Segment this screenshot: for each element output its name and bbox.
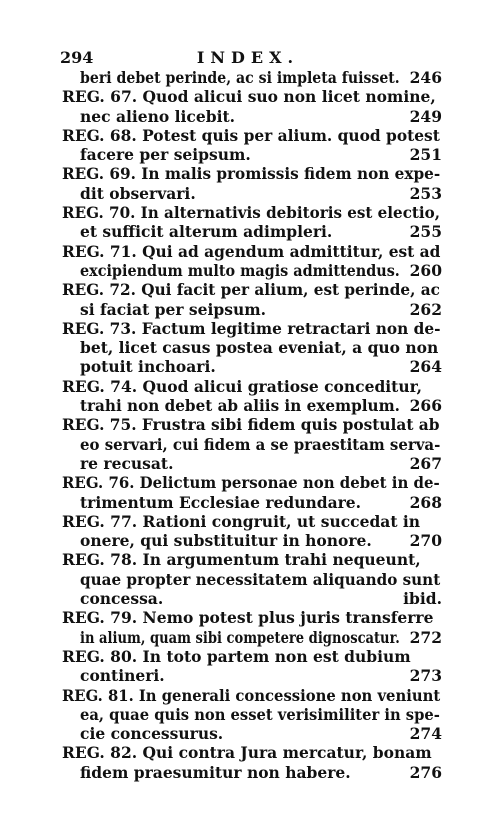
entry-text: trimentum Ecclesiae redundare. <box>80 492 362 512</box>
index-entry <box>62 280 440 319</box>
entry-page-number: 274 <box>409 724 442 744</box>
index-entry <box>62 608 440 647</box>
entry-text: fidem praesumitur non habere. <box>80 762 351 782</box>
entry-line <box>62 377 440 396</box>
entry-line <box>62 415 440 434</box>
entry-text: potuit inchoari. <box>80 357 216 377</box>
entry-page-number: 272 <box>409 627 442 647</box>
entry-page-number: 249 <box>409 106 442 126</box>
entry-text: REG. 70. In alternativis debitoris est electio, <box>62 203 441 223</box>
index-entry <box>62 126 440 165</box>
entry-text: REG. 68. Potest quis per alium. quod potest <box>62 125 440 145</box>
entry-line <box>62 222 440 241</box>
entry-text: eo servari, cui fidem a se praestitam serva- <box>80 434 441 454</box>
entry-text: bet, licet casus postea eveniat, a quo non <box>80 338 439 358</box>
entry-text: REG. 78. In argumentum trahi nequeunt, <box>62 550 421 570</box>
entry-page-number: ibid. <box>403 589 442 609</box>
entry-line <box>62 68 440 87</box>
entry-page-number: 262 <box>409 299 442 319</box>
entry-line <box>62 319 440 338</box>
entry-page-number: 270 <box>409 531 442 551</box>
entry-line <box>62 608 440 627</box>
entry-page-number: 255 <box>409 222 442 242</box>
entry-line <box>62 570 440 589</box>
entry-text: REG. 80. In toto partem non est dubium <box>62 646 411 666</box>
index-entry <box>62 203 440 242</box>
entry-page-number: 268 <box>409 492 442 512</box>
entry-text: REG. 77. Rationi congruit, ut succedat in <box>62 511 421 531</box>
entry-text: REG. 82. Qui contra Jura mercatur, bonam <box>62 743 432 763</box>
entry-text: beri debet perinde, ac si impleta fuisset. <box>80 68 400 87</box>
entry-line <box>62 724 440 743</box>
entry-text: nec alieno licebit. <box>80 106 236 126</box>
entry-line <box>62 666 440 685</box>
entry-line <box>62 338 440 357</box>
entry-line <box>62 280 440 299</box>
entry-line <box>62 164 440 183</box>
entry-line <box>62 473 440 492</box>
entry-page-number: 267 <box>409 453 442 473</box>
entry-text: REG. 67. Quod alicui suo non licet nomine, <box>62 87 436 107</box>
entry-line <box>62 242 440 261</box>
entry-page-number: 264 <box>409 357 442 377</box>
entry-line <box>62 550 440 569</box>
entry-line <box>62 435 440 454</box>
entry-page-number: 276 <box>409 762 442 782</box>
page-header <box>60 48 436 68</box>
entry-page-number: 251 <box>409 145 442 165</box>
entry-line <box>62 589 440 608</box>
entry-text: contineri. <box>80 666 165 686</box>
entry-line <box>62 512 440 531</box>
entry-line <box>62 493 440 512</box>
index-entry <box>62 377 440 416</box>
entry-line <box>62 126 440 145</box>
index-entry <box>62 164 440 203</box>
entry-text: REG. 69. In malis promissis fidem non expe- <box>62 164 441 184</box>
entry-page-number: 253 <box>409 183 442 203</box>
entry-line <box>62 531 440 550</box>
entry-line <box>62 396 440 415</box>
index-entry <box>62 512 440 551</box>
index-entry <box>62 686 440 744</box>
entry-text: in alium, quam sibi competere dignoscatur. <box>80 627 400 647</box>
entry-text: REG. 71. Qui ad agendum admittitur, est ad <box>62 241 441 261</box>
entry-line <box>62 261 440 280</box>
entry-text: trahi non debet ab aliis in exemplum. <box>80 396 400 416</box>
entry-line <box>62 628 440 647</box>
entry-text: facere per seipsum. <box>80 145 251 165</box>
entry-text: cie concessurus. <box>80 724 224 744</box>
entry-line <box>62 184 440 203</box>
entry-text: quae propter necessitatem aliquando sunt <box>80 569 441 589</box>
entry-text: REG. 75. Frustra sibi fidem quis postulat ab <box>62 415 440 435</box>
entry-line <box>62 705 440 724</box>
index-entry <box>62 415 440 473</box>
entry-text: dit observari. <box>80 183 196 203</box>
entry-text: REG. 73. Factum legitime retractari non de- <box>62 318 441 338</box>
index-entry <box>62 319 440 377</box>
entry-text: REG. 81. In generali concessione non veniunt <box>62 685 441 705</box>
index-entries <box>62 68 440 782</box>
entry-text: REG. 76. Delictum personae non debet in de- <box>62 473 440 493</box>
entry-text: excipiendum multo magis admittendus. <box>80 260 400 280</box>
entry-text: re recusat. <box>80 453 174 473</box>
index-entry <box>62 743 440 782</box>
entry-text: REG. 74. Quod alicui gratiose conceditur, <box>62 376 423 396</box>
entry-text: et sufficit alterum adimpleri. <box>80 222 333 242</box>
index-entry <box>62 550 440 608</box>
entry-line <box>62 686 440 705</box>
entry-text: si faciat per seipsum. <box>80 299 267 319</box>
entry-line <box>62 763 440 782</box>
index-entry <box>62 242 440 281</box>
index-entry <box>62 647 440 686</box>
entry-line <box>62 647 440 666</box>
entry-line <box>62 107 440 126</box>
index-entry <box>62 87 440 126</box>
entry-line <box>62 300 440 319</box>
entry-line <box>62 145 440 164</box>
entry-text: REG. 79. Nemo potest plus juris transferre <box>62 608 434 628</box>
entry-line <box>62 454 440 473</box>
entry-line <box>62 203 440 222</box>
page-number: 294 <box>60 48 94 67</box>
page-title: INDEX. <box>196 48 300 67</box>
entry-text: ea, quae quis non esset verisimiliter in spe- <box>80 704 440 724</box>
entry-text: onere, qui substituitur in honore. <box>80 531 372 551</box>
entry-text: concessa. <box>80 589 164 609</box>
entry-text: REG. 72. Qui facit per alium, est perinde, ac <box>62 280 440 300</box>
entry-page-number: 266 <box>409 396 442 416</box>
entry-line <box>62 743 440 762</box>
entry-page-number: 260 <box>409 260 442 280</box>
entry-page-number: 273 <box>409 666 442 686</box>
entry-line <box>62 357 440 376</box>
entry-page-number: 246 <box>409 68 442 87</box>
entry-line <box>62 87 440 106</box>
index-entry <box>62 473 440 512</box>
index-entry <box>62 68 440 87</box>
